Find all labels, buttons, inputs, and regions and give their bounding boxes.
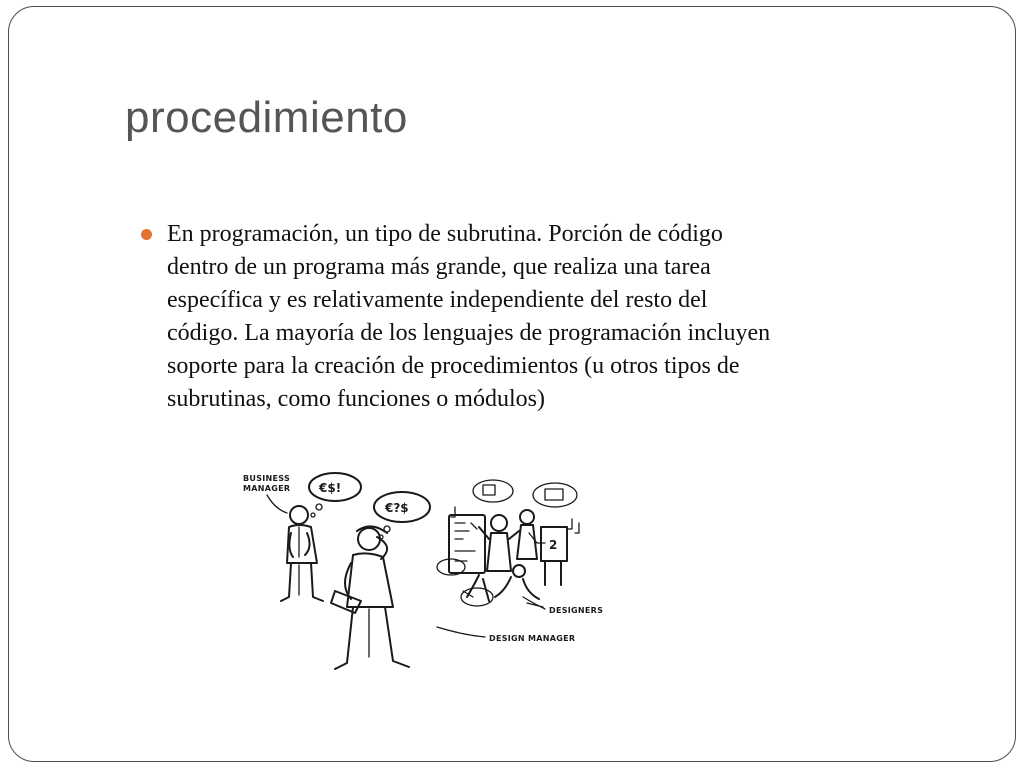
team-sketch-illustration — [227, 467, 609, 675]
bullet-text: En programación, un tipo de subrutina. Porción de código dentro de un programa más grande, que realiza una tarea específica y es relativamente independiente del resto del código. La mayoría de los lenguajes de programación incluyen soporte para la creación de procedimientos (u otros tipos de subrutinas, como funciones o módulos) — [167, 221, 771, 412]
slide-title: procedimiento — [125, 93, 408, 142]
bullet-list — [139, 218, 779, 416]
business-manager-label-line2: MANAGER — [243, 484, 291, 493]
business-manager-figure — [281, 506, 323, 601]
svg-text:2: 2 — [549, 538, 558, 552]
slide-frame — [8, 6, 1016, 762]
left-thought-bubble — [309, 473, 361, 517]
business-manager-label-line1: BUSINESS — [243, 474, 291, 483]
design-manager-label: DESIGN MANAGER — [489, 634, 576, 643]
pointer-line — [267, 495, 287, 513]
bullet-item — [139, 218, 779, 416]
left-bubble-glyphs: €$! — [319, 481, 342, 495]
pointer-line — [437, 627, 485, 637]
bullet-dot-icon — [141, 229, 152, 240]
center-bubble-glyphs: €?$ — [385, 501, 409, 515]
center-thought-bubble — [374, 492, 430, 539]
design-manager-figure — [331, 526, 409, 669]
designers-group-figures — [449, 510, 567, 607]
designers-label: DESIGNERS — [549, 606, 604, 615]
